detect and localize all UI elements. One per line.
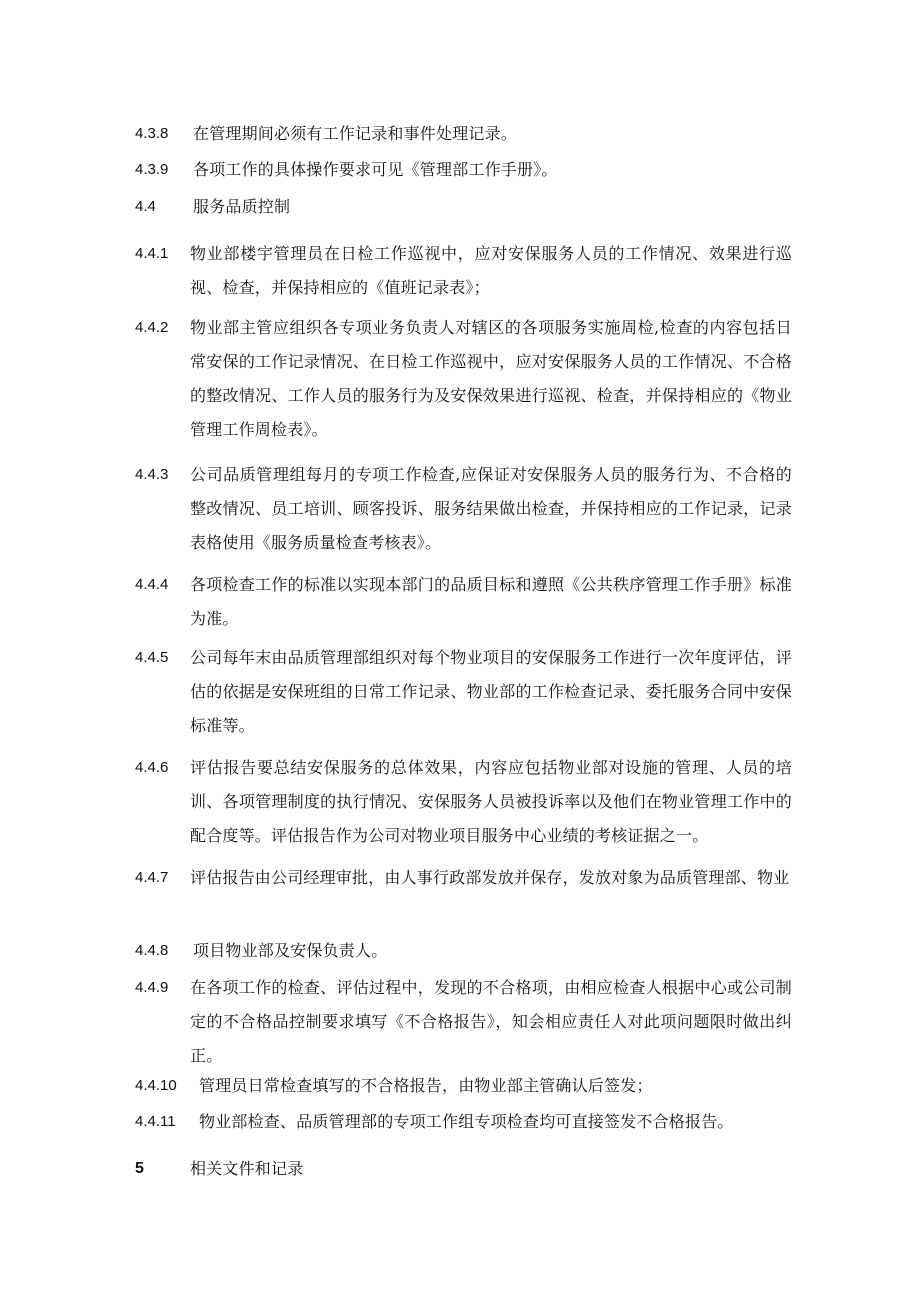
clause-text: 物业部检查、品质管理部的专项工作组专项检查均可直接签发不合格报告。	[199, 1112, 734, 1131]
clause-number: 4.3.9	[135, 161, 169, 178]
clause-text: 在各项工作的检查、评估过程中，发现的不合格项，由相应检查人根据中心或公司制定的不合格品控制要求填写《不合格报告》，知会相应责任人对此项问题限时做出纠正。	[190, 978, 792, 1065]
clause-number: 4.4.5	[135, 649, 169, 666]
section-number: 4.4	[135, 198, 156, 215]
clause-number: 4.3.8	[135, 125, 169, 142]
clause-number: 4.4.6	[135, 759, 169, 776]
clause-text: 在管理期间必须有工作记录和事件处理记录。	[193, 124, 518, 143]
section-title: 服务品质控制	[193, 197, 291, 216]
clause-text: 各项工作的具体操作要求可见《管理部工作手册》。	[193, 160, 558, 179]
clause-text: 评估报告由公司经理审批，由人事行政部发放并保存，发放对象为品质管理部、物业	[190, 868, 790, 887]
clause-number: 4.4.7	[135, 869, 169, 886]
clause-text: 物业部主管应组织各专项业务负责人对辖区的各项服务实施周检,检查的内容包括日常安保的工作记录情况、在日检工作巡视中，应对安保服务人员的工作情况、不合格的整改情况、工作人员的服务行为及安保效果进行巡视、检查，并保持相应的《物业管理工作周检表》。	[190, 318, 792, 439]
clause-text: 管理员日常检查填写的不合格报告，由物业部主管确认后签发；	[199, 1076, 653, 1095]
clause-text: 公司每年末由品质管理部组织对每个物业项目的安保服务工作进行一次年度评估，评估的依据是安保班组的日常工作记录、物业部的工作检查记录、委托服务合同中安保标准等。	[190, 648, 792, 735]
clause-text: 各项检查工作的标准以实现本部门的品质目标和遵照《公共秩序管理工作手册》标准为准。	[190, 575, 792, 628]
clause-number: 4.4.4	[135, 576, 169, 593]
clause-number: 4.4.11	[135, 1113, 176, 1130]
clause-text: 物业部楼宇管理员在日检工作巡视中，应对安保服务人员的工作情况、效果进行巡视、检查，并保持相应的《值班记录表》；	[190, 244, 792, 297]
clause-text: 评估报告要总结安保服务的总体效果，内容应包括物业部对设施的管理、人员的培训、各项管理制度的执行情况、安保服务人员被投诉率以及他们在物业管理工作中的配合度等。评估报告作为公司对物业项目服务中心业绩的考核证据之一。	[190, 758, 792, 845]
section-title: 相关文件和记录	[190, 1159, 304, 1178]
clause-number: 4.4.3	[135, 466, 169, 483]
section-number: 5	[135, 1160, 144, 1177]
clause-number: 4.4.10	[135, 1077, 177, 1094]
clause-number: 4.4.9	[135, 979, 169, 996]
clause-text: 公司品质管理组每月的专项工作检查,应保证对安保服务人员的服务行为、不合格的整改情况、员工培训、顾客投诉、服务结果做出检查，并保持相应的工作记录，记录表格使用《服务质量检查考核表》。	[190, 465, 792, 552]
clause-number: 4.4.1	[135, 245, 169, 262]
clause-number: 4.4.8	[135, 942, 169, 959]
clause-number: 4.4.2	[135, 319, 169, 336]
clause-text: 项目物业部及安保负责人。	[193, 941, 388, 960]
